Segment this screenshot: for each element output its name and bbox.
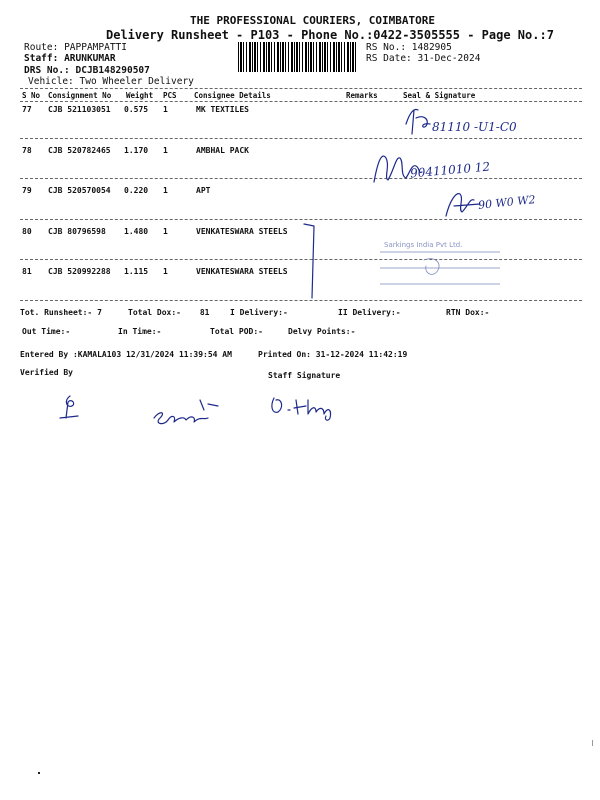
cell-consignment: CJB 520570054: [48, 186, 111, 195]
cell-pcs: 1: [163, 146, 168, 155]
cell-consignment: CJB 520992288: [48, 267, 111, 276]
row-rule: [20, 178, 582, 179]
route-value: PAPPAMPATTI: [64, 42, 127, 53]
col-header-sno: S No: [22, 91, 41, 100]
staff-signature-label: Staff Signature: [268, 371, 341, 380]
cell-consignee: MK TEXTILES: [196, 105, 249, 114]
verifier-signature-2: [148, 396, 232, 430]
stray-mark: [38, 772, 40, 774]
staff-value: ARUNKUMAR: [64, 53, 116, 64]
cell-weight: 1.480: [124, 227, 149, 236]
stamp-text: Sarkings India Pvt Ltd.: [384, 241, 463, 249]
cell-pcs: 1: [163, 105, 168, 114]
total-dox-label: Total Dox:-: [128, 308, 181, 317]
ii-delivery: II Delivery:-: [338, 308, 401, 317]
tot-runsheet-label: Tot. Runsheet:-: [20, 308, 93, 317]
company-title: THE PROFESSIONAL COURIERS, COIMBATORE: [190, 14, 436, 27]
printed-on: Printed On: 31-12-2024 11:42:19: [258, 350, 408, 359]
drs-value: DCJB148290507: [75, 65, 150, 76]
cell-consignee: VENKATESWARA STEELS: [196, 267, 288, 276]
rs-no-value: 1482905: [411, 42, 452, 53]
stray-mark: [592, 740, 593, 746]
cell-pcs: 1: [163, 227, 168, 236]
cell-sno: 77: [22, 105, 32, 114]
staff-line: [24, 53, 116, 64]
col-header-seal: Seal & Signature: [403, 91, 476, 100]
vehicle-line: [28, 76, 194, 87]
drs-line: [24, 65, 150, 76]
bracket-mark: [300, 222, 320, 302]
drs-label: DRS No.:: [24, 65, 70, 76]
cell-sno: 81: [22, 267, 32, 276]
col-header-weight: Weight: [126, 91, 154, 100]
cell-weight: 0.220: [124, 186, 149, 195]
col-header-remarks: Remarks: [346, 91, 378, 100]
cell-consignee: VENKATESWARA STEELS: [196, 227, 288, 236]
row-rule: [20, 138, 582, 139]
verified-by: Verified By: [20, 368, 73, 377]
total-dox: [128, 308, 209, 317]
entered-by: Entered By :KAMALA103 12/31/2024 11:39:54 AM: [20, 350, 232, 359]
cell-consignee: AMBHAL PACK: [196, 146, 249, 155]
cell-weight: 1.170: [124, 146, 149, 155]
signature-row79-text: 90 W0 W2: [477, 193, 537, 212]
verifier-signature-1: [56, 394, 86, 422]
total-dox-value: 81: [199, 308, 210, 317]
cell-sno: 80: [22, 227, 32, 236]
signature-row77-text: 81110 -U1-C0: [432, 120, 517, 134]
staff-signature: [266, 392, 356, 424]
runsheet-subtitle: Delivery Runsheet - P103 - Phone No.:0422-3505555 - Page No.:7: [106, 28, 554, 42]
delvy-points: Delvy Points:-: [288, 327, 356, 336]
signature-row78-text: 90411010 12: [409, 159, 491, 181]
route-line: [24, 42, 127, 53]
out-time: Out Time:-: [22, 327, 71, 336]
cell-sno: 78: [22, 146, 32, 155]
cell-pcs: 1: [163, 186, 168, 195]
rtn-dox: RTN Dox:-: [446, 308, 490, 317]
staff-label: Staff:: [24, 53, 59, 64]
cell-weight: 1.115: [124, 267, 149, 276]
i-delivery: I Delivery:-: [230, 308, 288, 317]
rs-date-value: 31-Dec-2024: [417, 53, 481, 64]
barcode: [238, 42, 358, 72]
cell-sno: 79: [22, 186, 32, 195]
total-pod: Total POD:-: [210, 327, 263, 336]
rs-date-label: RS Date:: [366, 53, 412, 64]
table-top-rule: [20, 88, 582, 89]
cell-pcs: 1: [163, 267, 168, 276]
table-header-rule: [20, 101, 582, 102]
tot-runsheet-value: 7: [97, 308, 102, 317]
cell-weight: 0.575: [124, 105, 149, 114]
cell-consignment: CJB 80796598: [48, 227, 106, 236]
tot-runsheet: [20, 308, 102, 317]
col-header-consignment: Consignment No: [48, 91, 112, 100]
vehicle-value: Two Wheeler Delivery: [79, 76, 194, 87]
rs-no-label: RS No.:: [366, 42, 407, 53]
col-header-consignee: Consignee Details: [194, 91, 271, 100]
col-header-pcs: PCS: [163, 91, 177, 100]
cell-consignee: APT: [196, 186, 211, 195]
route-label: Route:: [24, 42, 59, 53]
rs-no-line: [366, 42, 452, 53]
vehicle-label: Vehicle:: [28, 76, 74, 87]
in-time: In Time:-: [118, 327, 162, 336]
cell-consignment: CJB 520782465: [48, 146, 111, 155]
rs-date-line: [366, 53, 480, 64]
cell-consignment: CJB 521103051: [48, 105, 111, 114]
